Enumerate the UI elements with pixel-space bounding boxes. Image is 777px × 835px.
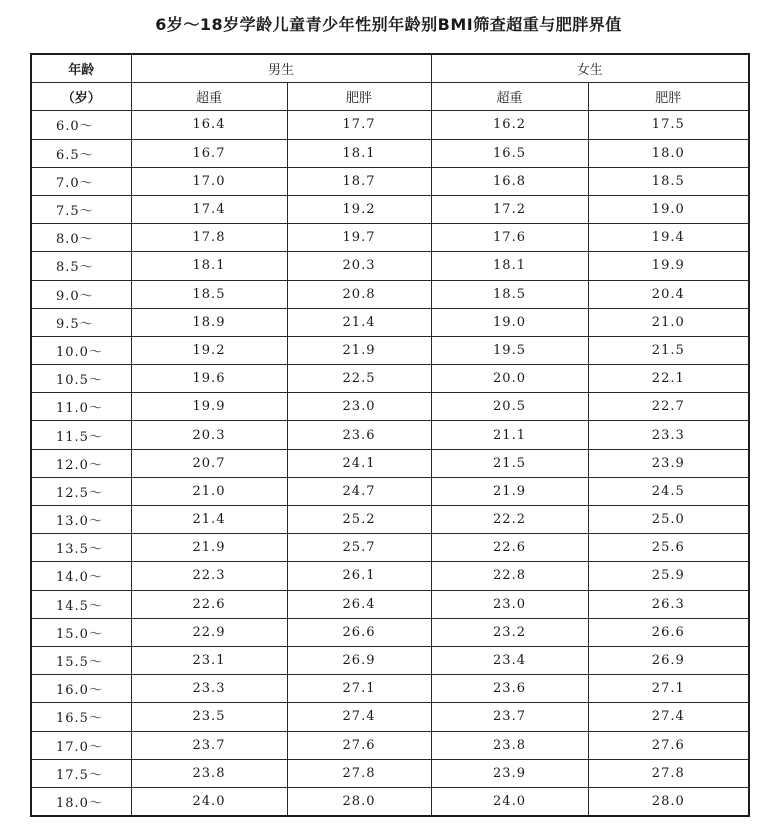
- age-cell: 12.0～: [31, 449, 131, 477]
- male-obese-cell: 20.8: [287, 280, 431, 308]
- female-obese-cell: 26.6: [588, 618, 749, 646]
- age-cell: 13.0～: [31, 506, 131, 534]
- female-overweight-cell: 18.5: [431, 280, 588, 308]
- male-overweight-cell: 23.5: [131, 703, 287, 731]
- female-overweight-cell: 24.0: [431, 787, 588, 816]
- male-overweight-cell: 18.9: [131, 308, 287, 336]
- female-overweight-header: 超重: [431, 83, 588, 111]
- male-overweight-cell: 21.0: [131, 477, 287, 505]
- female-header: 女生: [431, 54, 749, 83]
- female-obese-cell: 28.0: [588, 787, 749, 816]
- page-title: 6岁～18岁学龄儿童青少年性别年龄别BMI筛查超重与肥胖界值: [155, 15, 622, 34]
- male-overweight-cell: 20.3: [131, 421, 287, 449]
- age-cell: 9.0～: [31, 280, 131, 308]
- male-overweight-cell: 23.3: [131, 675, 287, 703]
- female-obese-cell: 19.0: [588, 195, 749, 223]
- male-overweight-cell: 21.9: [131, 534, 287, 562]
- table-row: [31, 618, 749, 646]
- female-overweight-cell: 16.8: [431, 167, 588, 195]
- female-overweight-cell: 22.2: [431, 506, 588, 534]
- age-cell: 16.5～: [31, 703, 131, 731]
- female-obese-cell: 27.8: [588, 759, 749, 787]
- male-obese-cell: 24.7: [287, 477, 431, 505]
- female-overweight-cell: 23.9: [431, 759, 588, 787]
- female-obese-cell: 23.3: [588, 421, 749, 449]
- female-obese-cell: 23.9: [588, 449, 749, 477]
- table-row: [31, 252, 749, 280]
- female-overweight-cell: 20.0: [431, 365, 588, 393]
- age-cell: 17.0～: [31, 731, 131, 759]
- age-cell: 14.0～: [31, 562, 131, 590]
- female-obese-cell: 27.1: [588, 675, 749, 703]
- age-cell: 9.5～: [31, 308, 131, 336]
- male-overweight-cell: 21.4: [131, 506, 287, 534]
- male-obese-cell: 27.6: [287, 731, 431, 759]
- age-cell: 12.5～: [31, 477, 131, 505]
- female-overweight-cell: 23.0: [431, 590, 588, 618]
- male-obese-cell: 26.9: [287, 646, 431, 674]
- male-overweight-cell: 22.3: [131, 562, 287, 590]
- age-cell: 6.5～: [31, 139, 131, 167]
- male-obese-cell: 17.7: [287, 111, 431, 139]
- female-obese-cell: 25.0: [588, 506, 749, 534]
- male-obese-cell: 24.1: [287, 449, 431, 477]
- male-obese-cell: 21.9: [287, 336, 431, 364]
- table-row: [31, 477, 749, 505]
- male-overweight-cell: 17.8: [131, 224, 287, 252]
- male-overweight-cell: 24.0: [131, 787, 287, 816]
- female-overweight-cell: 23.6: [431, 675, 588, 703]
- male-obese-cell: 21.4: [287, 308, 431, 336]
- header-row-category: [31, 83, 749, 111]
- male-overweight-cell: 17.4: [131, 195, 287, 223]
- age-cell: 7.0～: [31, 167, 131, 195]
- table-row: [31, 731, 749, 759]
- age-cell: 13.5～: [31, 534, 131, 562]
- table-row: [31, 167, 749, 195]
- female-obese-cell: 18.0: [588, 139, 749, 167]
- table-row: [31, 336, 749, 364]
- age-header-unit: （岁）: [31, 83, 131, 111]
- male-obese-cell: 19.2: [287, 195, 431, 223]
- age-cell: 11.5～: [31, 421, 131, 449]
- male-obese-cell: 20.3: [287, 252, 431, 280]
- male-obese-cell: 26.1: [287, 562, 431, 590]
- female-overweight-cell: 22.6: [431, 534, 588, 562]
- female-overweight-cell: 21.1: [431, 421, 588, 449]
- age-cell: 8.0～: [31, 224, 131, 252]
- male-overweight-cell: 23.8: [131, 759, 287, 787]
- female-overweight-cell: 16.2: [431, 111, 588, 139]
- table-row: [31, 421, 749, 449]
- male-overweight-cell: 23.1: [131, 646, 287, 674]
- table-row: [31, 506, 749, 534]
- female-overweight-cell: 17.2: [431, 195, 588, 223]
- male-overweight-cell: 19.9: [131, 393, 287, 421]
- female-obese-cell: 26.9: [588, 646, 749, 674]
- female-overweight-cell: 23.2: [431, 618, 588, 646]
- table-row: [31, 534, 749, 562]
- female-obese-cell: 26.3: [588, 590, 749, 618]
- female-obese-cell: 27.6: [588, 731, 749, 759]
- female-obese-cell: 25.9: [588, 562, 749, 590]
- male-overweight-cell: 22.6: [131, 590, 287, 618]
- male-overweight-cell: 19.6: [131, 365, 287, 393]
- female-overweight-cell: 18.1: [431, 252, 588, 280]
- table-row: [31, 224, 749, 252]
- male-obese-cell: 28.0: [287, 787, 431, 816]
- male-overweight-cell: 19.2: [131, 336, 287, 364]
- male-overweight-cell: 16.4: [131, 111, 287, 139]
- female-obese-cell: 22.7: [588, 393, 749, 421]
- table-row: [31, 787, 749, 816]
- male-overweight-cell: 16.7: [131, 139, 287, 167]
- table-row: [31, 759, 749, 787]
- male-overweight-cell: 18.1: [131, 252, 287, 280]
- table-row: [31, 449, 749, 477]
- table-row: [31, 646, 749, 674]
- age-cell: 16.0～: [31, 675, 131, 703]
- female-obese-header: 肥胖: [588, 83, 749, 111]
- female-overweight-cell: 17.6: [431, 224, 588, 252]
- age-cell: 11.0～: [31, 393, 131, 421]
- table-row: [31, 393, 749, 421]
- age-header-top: 年龄: [31, 54, 131, 83]
- age-cell: 7.5～: [31, 195, 131, 223]
- male-overweight-cell: 22.9: [131, 618, 287, 646]
- table-row: [31, 280, 749, 308]
- male-obese-cell: 27.4: [287, 703, 431, 731]
- female-obese-cell: 27.4: [588, 703, 749, 731]
- male-obese-cell: 26.6: [287, 618, 431, 646]
- female-obese-cell: 22.1: [588, 365, 749, 393]
- female-obese-cell: 21.0: [588, 308, 749, 336]
- age-cell: 15.0～: [31, 618, 131, 646]
- female-overweight-cell: 23.4: [431, 646, 588, 674]
- header-row-gender: [31, 54, 749, 83]
- female-obese-cell: 18.5: [588, 167, 749, 195]
- table-body: [31, 111, 749, 816]
- female-obese-cell: 25.6: [588, 534, 749, 562]
- female-overweight-cell: 23.8: [431, 731, 588, 759]
- male-overweight-cell: 20.7: [131, 449, 287, 477]
- male-overweight-cell: 17.0: [131, 167, 287, 195]
- male-obese-cell: 23.0: [287, 393, 431, 421]
- female-overweight-cell: 19.5: [431, 336, 588, 364]
- table-row: [31, 308, 749, 336]
- table-row: [31, 195, 749, 223]
- age-cell: 15.5～: [31, 646, 131, 674]
- male-obese-cell: 27.1: [287, 675, 431, 703]
- female-overweight-cell: 21.5: [431, 449, 588, 477]
- female-obese-cell: 17.5: [588, 111, 749, 139]
- age-cell: 10.5～: [31, 365, 131, 393]
- male-obese-cell: 18.1: [287, 139, 431, 167]
- male-obese-cell: 26.4: [287, 590, 431, 618]
- age-cell: 18.0～: [31, 787, 131, 816]
- male-obese-cell: 18.7: [287, 167, 431, 195]
- age-cell: 14.5～: [31, 590, 131, 618]
- female-obese-cell: 20.4: [588, 280, 749, 308]
- age-cell: 17.5～: [31, 759, 131, 787]
- female-obese-cell: 24.5: [588, 477, 749, 505]
- female-overweight-cell: 19.0: [431, 308, 588, 336]
- female-obese-cell: 19.4: [588, 224, 749, 252]
- male-overweight-header: 超重: [131, 83, 287, 111]
- male-overweight-cell: 18.5: [131, 280, 287, 308]
- female-overweight-cell: 16.5: [431, 139, 588, 167]
- table-row: [31, 365, 749, 393]
- female-obese-cell: 21.5: [588, 336, 749, 364]
- male-obese-header: 肥胖: [287, 83, 431, 111]
- male-obese-cell: 27.8: [287, 759, 431, 787]
- male-overweight-cell: 23.7: [131, 731, 287, 759]
- female-obese-cell: 19.9: [588, 252, 749, 280]
- female-overweight-cell: 20.5: [431, 393, 588, 421]
- male-obese-cell: 23.6: [287, 421, 431, 449]
- male-obese-cell: 19.7: [287, 224, 431, 252]
- table-row: [31, 703, 749, 731]
- male-obese-cell: 22.5: [287, 365, 431, 393]
- bmi-cutoff-table: [30, 53, 750, 817]
- table-row: [31, 562, 749, 590]
- age-cell: 8.5～: [31, 252, 131, 280]
- male-header: 男生: [131, 54, 431, 83]
- table-row: [31, 675, 749, 703]
- table-row: [31, 139, 749, 167]
- female-overweight-cell: 21.9: [431, 477, 588, 505]
- table-header: [31, 54, 749, 111]
- table-row: [31, 590, 749, 618]
- age-cell: 10.0～: [31, 336, 131, 364]
- age-cell: 6.0～: [31, 111, 131, 139]
- male-obese-cell: 25.7: [287, 534, 431, 562]
- male-obese-cell: 25.2: [287, 506, 431, 534]
- female-overweight-cell: 22.8: [431, 562, 588, 590]
- female-overweight-cell: 23.7: [431, 703, 588, 731]
- table-row: [31, 111, 749, 139]
